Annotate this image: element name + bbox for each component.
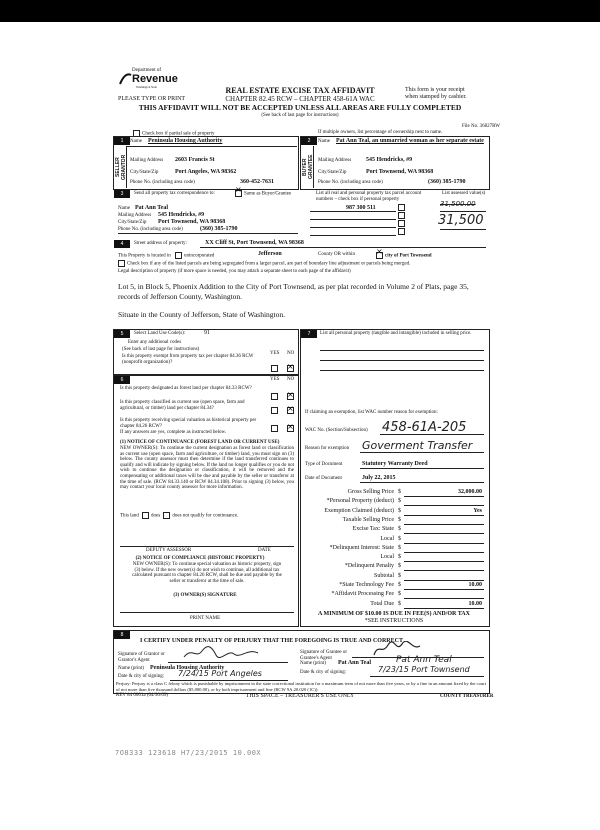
same-as-buyer-label: Same as Buyer/Grantee: [244, 191, 292, 197]
calc-row-line: [404, 552, 484, 553]
notice-continuance-body: NEW OWNER(S): To continue the current designation as forest land or classification as current use (open space, farm and agriculture, or timber) land, you must sign on (3) below. The county assessor must then determine if the land transferred continues to qualify and will indicate by signing below. If the land no longer qualifies or you do not wish to continue the designation or classification, it will be removed and the compensating or additional taxes will be due and payable by the seller or transferor at the time of sale. (RCW 84.33.140 or RCW 84.34.108). Prior to signing (3) below, you may contact your local county assessor for more information.: [120, 446, 294, 491]
grantee-name: Pat Ann Teal: [338, 660, 372, 666]
owner-signature-label: (3) OWNER(S) SIGNATURE: [173, 593, 237, 598]
exempt-no-checkbox[interactable]: [287, 365, 294, 372]
enter-codes: Enter any additional codes: [128, 340, 182, 345]
calc-row-value: 10.00: [468, 582, 482, 588]
tax-corr-phone: (360) 385-1790: [200, 226, 238, 232]
land-use-see-back: (See back of last page for instructions): [122, 347, 200, 352]
does-label: does: [151, 513, 161, 519]
reason-handwritten: Goverment Transfer: [362, 439, 473, 452]
calc-row-line: [404, 496, 484, 497]
answers-note: If any answers are yes, complete as instructed below.: [120, 430, 227, 435]
q3-yes-wrap: [271, 419, 280, 437]
current-use-question: Is this property classified as current use (open space, farm and agricultural, or timber) land per chapter 84.34?: [120, 400, 245, 411]
parcel-3-personal-checkbox[interactable]: [398, 220, 405, 227]
tax-corr-phone-label: Phone No. (including area code): [118, 227, 183, 232]
rev-number: REV 84 0001a (04/30/09): [116, 693, 168, 698]
grantor-signature-label: Signature of Grantor or Grantor's Agent: [118, 652, 165, 663]
does-not-checkbox[interactable]: [163, 512, 170, 519]
county-treasurer: COUNTY TREASURER: [440, 694, 494, 699]
calc-row-dollar: $: [398, 563, 401, 570]
calc-row-dollar: $: [398, 572, 401, 579]
exempt-question: Is this property exempt from property tax per chapter 84.36 RCW (nonprofit organization)?: [122, 354, 254, 365]
forest-yes-checkbox[interactable]: [271, 393, 278, 400]
does-not-label: does not qualify for continuance.: [172, 513, 239, 519]
historic-question: Is this property receiving special valuation as historical property per chapter 84.26 RCW?: [120, 418, 257, 429]
calc-row-label: Excise Tax: State: [352, 526, 394, 533]
calc-row-value: Yes: [473, 507, 482, 514]
s6-no-label: NO: [287, 377, 295, 382]
grantor-name: Peninsula Housing Authority: [150, 665, 225, 671]
legal-description-line-3: Situate in the County of Jefferson, State of Washington.: [118, 310, 286, 319]
calc-row-line: [404, 580, 484, 581]
calc-row-label: *Delinquent Interest: State: [329, 544, 394, 551]
calc-row-dollar: $: [398, 507, 401, 514]
legal-description-line-2: records of Jefferson County, Washington.: [118, 292, 243, 301]
q2-yes-wrap: [271, 401, 280, 419]
calc-row-dollar: $: [398, 489, 401, 495]
certify-statement: I CERTIFY UNDER PENALTY OF PERJURY THAT THE FOREGOING IS TRUE AND CORRECT: [140, 638, 403, 644]
section-1-tag: 1: [114, 137, 130, 145]
buyer-mailing: 545 Hendricks, #9: [366, 157, 413, 163]
parcel-2-personal-checkbox[interactable]: [398, 212, 405, 219]
grantee-name-handwritten: Pat Ann Teal: [396, 655, 452, 665]
forest-no-checkbox[interactable]: [287, 393, 294, 400]
notice-compliance-title: (2) NOTICE OF COMPLIANCE (HISTORIC PROPERTY): [135, 556, 265, 561]
city-of-checkbox[interactable]: [376, 252, 383, 259]
historic-yes-checkbox[interactable]: [271, 425, 278, 432]
form-title: REAL ESTATE EXCISE TAX AFFIDAVIT: [225, 86, 375, 95]
seller-city-label: City/State/Zip: [130, 170, 159, 175]
segregated-row: [118, 260, 410, 268]
seller-phone-label: Phone No. (including area code): [130, 180, 195, 185]
section-6-tag: 6: [114, 376, 130, 384]
parcel-2-personal-checkbox-wrap: [398, 212, 407, 220]
calc-row-line: [404, 505, 484, 506]
personal-property-label: List all personal property (tangible and intangible) included in selling price.: [320, 331, 472, 336]
assessed-label: List assessed value(s): [442, 191, 486, 196]
notice-compliance-body: NEW OWNER(S): To continue special valuation as historic property, sign (3) below. If the new owner(s) do not wish to continue, all additional tax calculated pursuant to chapter 84.26 RCW, shall be due and payable by the seller or transferor at the time of sale.: [132, 562, 282, 584]
calc-row-dollar: $: [398, 544, 401, 551]
land-use-code: 91: [204, 330, 210, 336]
calc-row-line: [404, 543, 484, 544]
grantee-signature-label: Signature of Grantee or Grantee's Agent: [300, 650, 348, 661]
located-label: This Property is located in: [118, 253, 171, 259]
qualify-row: [120, 512, 238, 520]
scan-top-border: [0, 0, 600, 22]
does-checkbox[interactable]: [142, 512, 149, 519]
see-instructions: *SEE INSTRUCTIONS: [364, 618, 424, 624]
tax-corr-city: Port Townsend, WA 98368: [158, 219, 226, 225]
section-8-tag: 8: [114, 631, 130, 639]
calc-row-value: 32,000.00: [458, 489, 482, 495]
city-of-row: [376, 252, 432, 260]
county-label: County OR within: [318, 252, 355, 257]
unincorporated-checkbox[interactable]: [175, 252, 182, 259]
buyer-name: Pat Ann Teal, an unmarried woman as her separate estate: [336, 138, 484, 144]
section-5-tag: 5: [114, 330, 130, 338]
seller-name-label: Name: [130, 139, 142, 144]
parcel-number-1: 987 300 511: [346, 205, 376, 211]
section-4-tag: 4: [114, 240, 130, 248]
calc-row-line: [404, 608, 484, 609]
street-label: Street address of property:: [134, 241, 187, 246]
same-as-buyer-checkbox[interactable]: [235, 190, 242, 197]
logo-sub: Washington State: [136, 85, 158, 89]
receipt-note-2: when stamped by cashier.: [405, 94, 467, 100]
see-back-instructions: (See back of last page for instructions): [261, 113, 339, 118]
logo-dept: Department of: [132, 68, 162, 73]
perjury-notice: Perjury: Perjury is a class C felony which is punishable by imprisonment in the state correctional institution for a maximum term of not more than five years, or by a fine in an amount fixed by the court of not more than five thousand dollars ($5,000.00), or by both imprisonment and fine (RCW 9A.20.020 (1C)).: [116, 681, 486, 692]
logo-name: Revenue: [132, 73, 178, 85]
treasurer-space: THIS SPACE – TREASURER'S USE ONLY: [245, 693, 355, 699]
parcel-4-personal-checkbox-wrap: [398, 228, 407, 236]
section-7-tag: 7: [301, 330, 317, 338]
calc-row-dollar: $: [398, 582, 401, 588]
wac-number-handwritten: 458-61A-205: [382, 420, 467, 435]
calc-row-line: [404, 561, 484, 562]
parcel-1-personal-checkbox[interactable]: [398, 204, 405, 211]
buyer-mailing-label: Mailing Address: [318, 158, 352, 163]
parcels-label: List all real and personal property tax parcel account numbers – check box if personal property: [316, 191, 422, 202]
wac-label: WAC No. (Section/Subsection): [305, 428, 368, 433]
grantee-date-handwritten: 7/23/15 Port Townsend: [378, 665, 470, 674]
tax-corr-name-label: Name: [118, 206, 130, 211]
form-chapter: CHAPTER 82.45 RCW – CHAPTER 458-61A WAC: [225, 95, 375, 103]
doc-type-label: Type of Document: [305, 462, 343, 467]
calc-row-line: [404, 524, 484, 525]
grantor-signature-scribble: [182, 645, 262, 661]
calc-row-dollar: $: [398, 591, 401, 598]
buyer-phone-label: Phone No. (including area code): [318, 180, 383, 185]
segregated-checkbox[interactable]: [118, 260, 125, 267]
tax-corr-city-label: City/State/Zip: [118, 220, 147, 225]
calc-row-dollar: $: [398, 535, 401, 542]
same-as-buyer-row: [235, 190, 291, 198]
exempt-yes-label: YES: [270, 351, 280, 356]
this-land-label: This land: [120, 513, 139, 519]
tax-corr-mailing-label: Mailing Address: [118, 213, 152, 218]
print-name-label: PRINT NAME: [189, 616, 221, 621]
exempt-yes-checkbox[interactable]: [271, 365, 278, 372]
current-use-no-checkbox[interactable]: [287, 407, 294, 414]
assessed-value-handwritten-1: 31,500.00: [440, 200, 476, 208]
notice-continuance-title: (1) NOTICE OF CONTINUANCE (FOREST LAND OR CURRENT USE): [120, 440, 280, 445]
seller-mailing-label: Mailing Address: [130, 158, 164, 163]
parcel-4-personal-checkbox[interactable]: [398, 228, 405, 235]
current-use-yes-checkbox[interactable]: [271, 407, 278, 414]
calc-row-dollar: $: [398, 526, 401, 533]
forest-question: Is this property designated as forest land per chapter 84.33 RCW?: [120, 386, 252, 391]
q2-no-wrap: [287, 401, 296, 419]
land-use-label: Select Land Use Code(s):: [134, 331, 186, 336]
calc-row-label: Local: [380, 535, 394, 542]
doc-type: Statutory Warranty Deed: [362, 461, 428, 467]
located-in-row: [118, 252, 214, 260]
grantor-date-label: Date & city of signing:: [118, 674, 165, 679]
exempt-no-label: NO: [287, 351, 295, 356]
calc-row-label: Local: [380, 554, 394, 561]
grantee-name-label: Name (print): [300, 661, 326, 666]
receipt-note: This form is your receipt: [405, 87, 465, 93]
parcel-3-personal-checkbox-wrap: [398, 220, 407, 228]
calc-row-dollar: $: [398, 516, 401, 523]
section-3-tag: 3: [114, 190, 130, 198]
calc-row-line: [404, 515, 484, 516]
s6-yes-label: YES: [270, 377, 280, 382]
deputy-assessor-label: DEPUTY ASSESSOR: [146, 548, 192, 553]
parcel-1-personal-checkbox-wrap: [398, 204, 407, 212]
grantee-date-label: Date & city of signing:: [300, 670, 347, 675]
q3-no-wrap: [287, 419, 296, 437]
legal-description-label: Legal description of property (if more space is needed, you may attach a separate sheet to each page of the affidavit): [118, 269, 351, 274]
calc-row-line: [404, 589, 484, 590]
calc-row-label: Subtotal: [373, 572, 394, 579]
calc-row-label: *State Technology Fee: [339, 582, 394, 588]
multiple-owners-note: If multiple owners, list percentage of ownership next to name.: [318, 130, 443, 135]
calc-row-dollar: $: [398, 554, 401, 561]
tax-corr-label: Send all property tax correspondence to:: [134, 191, 215, 196]
seller-name: Peninsula Housing Authority: [148, 138, 223, 144]
calc-row-line: [404, 598, 484, 599]
please-type: PLEASE TYPE OR PRINT: [118, 96, 186, 102]
segregated-label: Check box if any of the listed parcels are being segregated from a larger parcel, are part of boundary line adjustment or parcels being merged.: [127, 261, 411, 267]
form-warning: THIS AFFIDAVIT WILL NOT BE ACCEPTED UNLESS ALL AREAS ARE FULLY COMPLETED: [138, 103, 462, 112]
buyer-phone: (360) 385-1790: [428, 179, 466, 185]
calc-row-value: 10.00: [468, 600, 482, 607]
buyer-city: Port Townsend, WA 98368: [366, 169, 434, 175]
calc-row-label: Exemption Claimed (deduct): [324, 507, 394, 514]
partial-sale-label: Check box if partial sale of property: [142, 131, 215, 137]
street-address: XX Cliff St, Port Townsend, WA 98368: [205, 240, 304, 246]
calc-row-label: *Delinquent Penalty: [344, 563, 394, 570]
legal-description-line-1: Lot 5, in Block 5, Phoenix Addition to the City of Port Townsend, as per plat recorded in Volume 2 of Plats, page 35,: [118, 282, 469, 291]
buyer-city-label: City/State/Zip: [318, 170, 347, 175]
calc-row-label: Total Due: [370, 600, 394, 607]
section-2-tag: 2: [301, 137, 317, 145]
calc-row-label: Gross Selling Price: [347, 489, 394, 495]
buyer-name-label: Name: [318, 139, 330, 144]
tax-corr-mailing: 545 Hendricks, #9: [158, 212, 205, 218]
calc-row-dollar: $: [398, 498, 401, 505]
reason-label: Reason for exemption: [305, 446, 350, 451]
city-of-label: city of Port Townsend: [385, 253, 432, 259]
seller-mailing: 2603 Francis St: [175, 157, 215, 163]
tax-corr-name: Pat Ann Teal: [135, 205, 169, 211]
grantor-name-label: Name (print): [118, 666, 144, 671]
exemption-claim-label: If claiming an exemption, list WAC number reason for exemption:: [305, 410, 438, 415]
revenue-logo-icon: [118, 72, 132, 86]
cashier-stamp: 7O8333 123618 H7/23/2015 10.00X: [115, 749, 262, 757]
calc-row-dollar: $: [398, 600, 401, 607]
file-number: File No. 36827RW: [462, 124, 500, 129]
buyer-side-label: BUYER GRANTEE: [302, 154, 314, 180]
historic-no-checkbox[interactable]: [287, 425, 294, 432]
minimum-due-note: A MINIMUM OF $10.00 IS DUE IN FEE(S) AND/OR TAX: [318, 611, 470, 617]
unincorporated-label: unincorporated: [184, 253, 215, 259]
calc-row-line: [404, 570, 484, 571]
calc-row-label: *Affidavit Processing Fee: [331, 591, 394, 598]
doc-date-label: Date of Document: [305, 476, 342, 481]
seller-phone: 360-452-7631: [240, 179, 274, 185]
grantor-date-handwritten: 7/24/15 Port Angeles: [178, 669, 262, 678]
calc-row-line: [404, 533, 484, 534]
county-name: Jefferson: [258, 251, 282, 257]
seller-city: Port Angeles, WA 98362: [175, 169, 237, 175]
doc-date: July 22, 2015: [362, 475, 396, 481]
deputy-date-label: DATE: [258, 548, 271, 553]
calc-row-label: *Personal Property (deduct): [326, 498, 394, 505]
seller-side-label: SELLER GRANTOR: [115, 154, 127, 180]
calc-row-label: Taxable Selling Price: [342, 516, 394, 523]
assessed-value-handwritten-2: 31,500: [438, 213, 484, 228]
